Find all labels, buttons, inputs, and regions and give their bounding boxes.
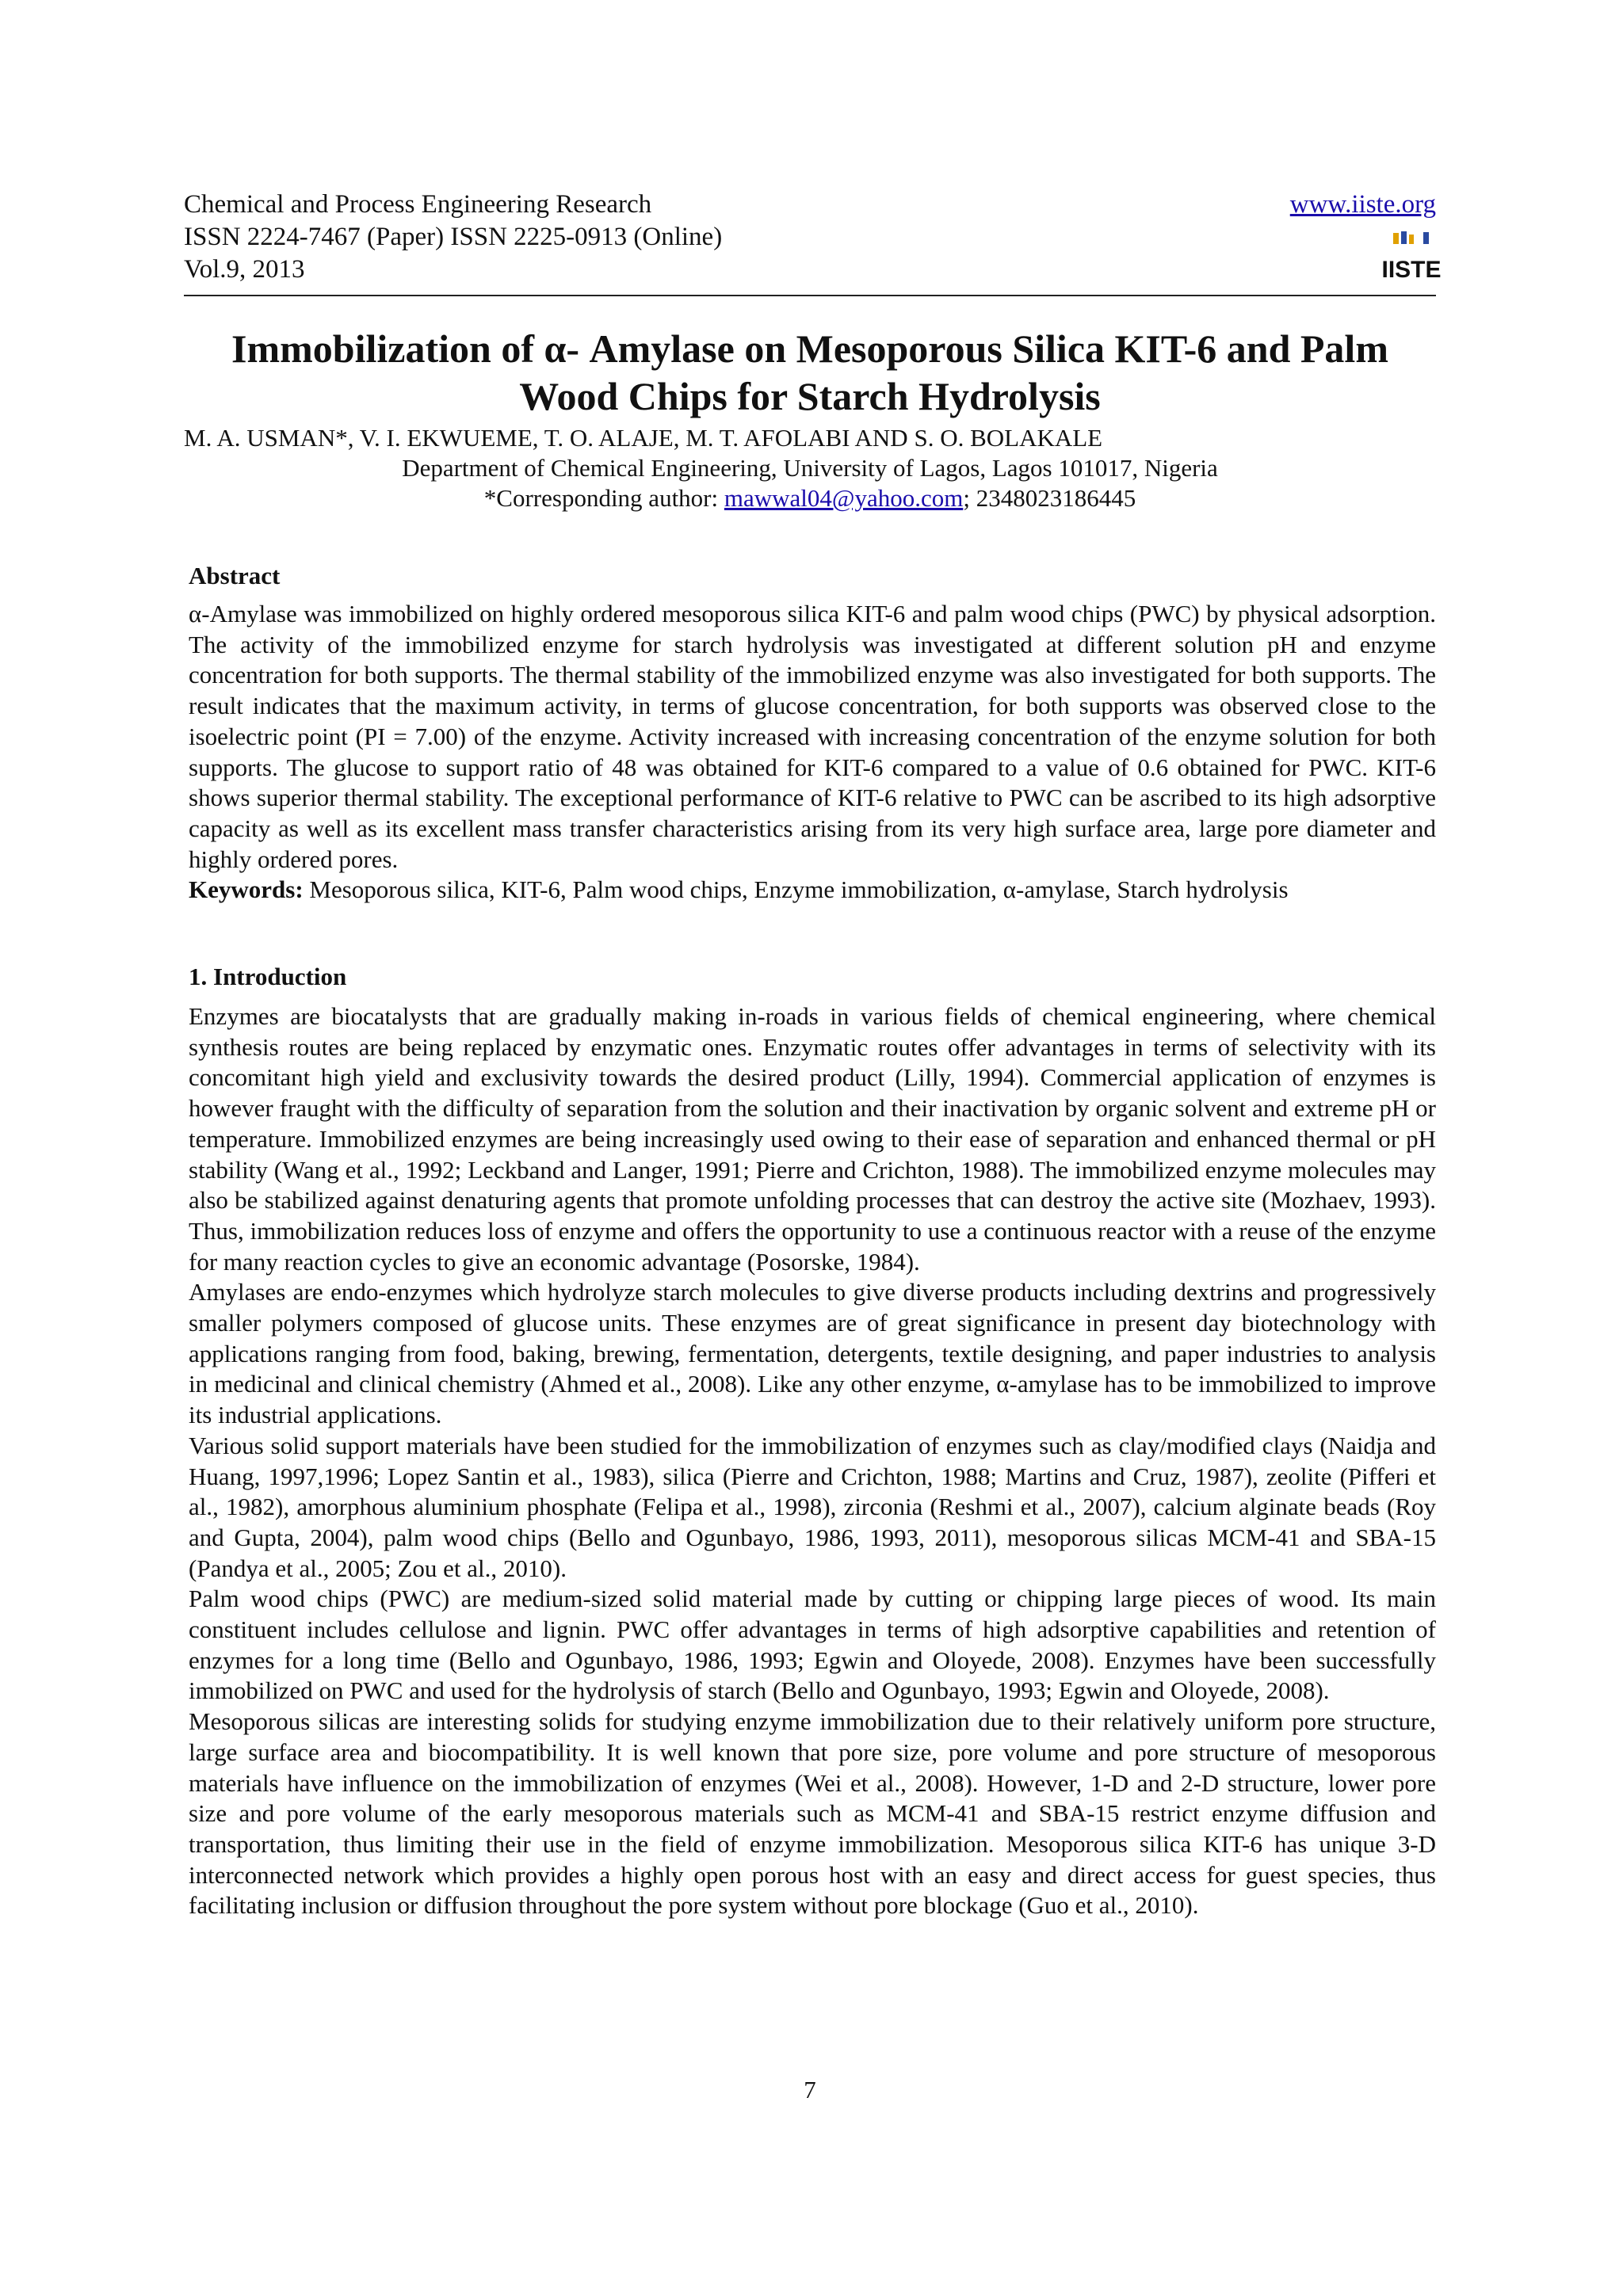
header-rule (184, 295, 1436, 296)
journal-name: Chemical and Process Engineering Research (184, 190, 652, 219)
abstract-text: α-Amylase was immobilized on highly ordered mesoporous silica KIT-6 and palm wood chips (PWC) by physical adsorption. The activity of the immobilized enzyme for starch hydrolysis was investigated at different solution pH and enzyme concentration for both supports. The thermal stability of the immobilized enzyme was also investigated for both supports. The result indicates that the maximum activity, in terms of glucose concentration, for both supports was observed close to the isoelectric point (PI = 7.00) of the enzyme. Activity increased with increasing concentration of the enzyme solution for both supports. The glucose to support ratio of 48 was obtained for KIT-6 compared to a value of 0.6 obtained for PWC. KIT-6 shows superior thermal stability. The exceptional performance of KIT-6 relative to PWC can be ascribed to its high adsorptive capacity as well as its excellent mass transfer characteristics arising from its very high surface area, large pore diameter and highly ordered pores. (189, 600, 1436, 873)
keywords-label: Keywords: (189, 875, 304, 904)
abstract-heading: Abstract (189, 562, 281, 589)
intro-paragraph: Mesoporous silicas are interesting solids for studying enzyme immobilization due to their relatively uniform pore structure, large surface area and biocompatibility. It is well known that pore size, pore volume and pore structure of mesoporous materials have influence on the immobilization of enzymes (Wei et al., 2008). However, 1-D and 2-D structure, lower pore size and pore volume of the early mesoporous materials such as MCM-41 and SBA-15 restrict enzyme diffusion and transportation, thus limiting their use in the field of enzyme immobilization. Mesoporous silica KIT-6 has unique 3-D interconnected network which provides a highly open porous host with an easy and direct access for guest species, thus facilitating inclusion or diffusion throughout the pore system without pore blockage (Guo et al., 2010). (189, 1707, 1436, 1920)
corresponding-author (184, 483, 1436, 513)
logo-wordmark: IISTE (1381, 257, 1442, 283)
keywords-line (189, 875, 1436, 906)
iiste-logo-icon (1381, 230, 1442, 284)
journal-header (184, 189, 1442, 286)
corresponding-prefix: *Corresponding author: (483, 484, 724, 512)
page-number: 7 (804, 2076, 816, 2103)
author-phone: ; 2348023186445 (963, 484, 1136, 512)
paper-title: Immobilization of α- Amylase on Mesoporous Silica KIT-6 and Palm Wood Chips for Starch Hydrolysis (231, 326, 1388, 418)
intro-paragraph: Enzymes are biocatalysts that are gradually making in-roads in various fields of chemical engineering, where chemical synthesis routes are being replaced by enzymatic ones. Enzymatic routes offer advantages in terms of selectivity with its concomitant high yield and exclusivity towards the desired product (Lilly, 1994). Commercial application of enzymes is however fraught with the difficulty of separation from the solution and their inactivation by organic solvent and extreme pH or temperature. Immobilized enzymes are being increasingly used owing to their ease of separation and enhanced thermal or pH stability (Wang et al., 1992; Leckband and Langer, 1991; Pierre and Crichton, 1988). The immobilized enzyme molecules may also be stabilized against denaturing agents that promote unfolding processes that can destroy the active site (Mozhaev, 1993). Thus, immobilization reduces loss of enzyme and offers the opportunity to use a continuous reactor with a reuse of the enzyme for many reaction cycles to give an economic advantage (Posorske, 1984). (189, 1002, 1436, 1276)
journal-url-link[interactable]: www.iiste.org (1289, 190, 1436, 219)
intro-paragraph: Various solid support materials have been studied for the immobilization of enzymes such as clay/modified clays (Naidja and Huang, 1997,1996; Lopez Santin et al., 1983), silica (Pierre and Crichton, 1988; Martins and Cruz, 1987), zeolite (Pifferi et al., 1982), amorphous aluminium phosphate (Felipa et al., 1998), zirconia (Reshmi et al., 2007), calcium alginate beads (Roy and Gupta, 2004), palm wood chips (Bello and Ogunbayo, 1986, 1993, 2011), mesoporous silicas MCM-41 and SBA-15 (Pandya et al., 2005; Zou et al., 2010). (189, 1431, 1436, 1582)
intro-paragraph: Palm wood chips (PWC) are medium-sized solid material made by cutting or chipping large pieces of wood. Its main constituent includes cellulose and lignin. PWC offer advantages in terms of high adsorptive capabilities and retention of enzymes for a long time (Bello and Ogunbayo, 1986, 1993; Egwin and Oloyede, 2008). Enzymes have been successfully immobilized on PWC and used for the hydrolysis of starch (Bello and Ogunbayo, 1993; Egwin and Oloyede, 2008). (189, 1585, 1436, 1705)
author-email-link[interactable]: mawwal04@yahoo.com (724, 484, 964, 512)
keywords-text: Mesoporous silica, KIT-6, Palm wood chips, Enzyme immobilization, α-amylase, Starch hydrolysis (303, 875, 1289, 904)
journal-volume: Vol.9, 2013 (184, 255, 305, 284)
intro-paragraph: Amylases are endo-enzymes which hydrolyze starch molecules to give diverse products including dextrins and progressively smaller polymers composed of glucose units. These enzymes are of great significance in present day biotechnology with applications ranging from food, baking, brewing, fermentation, detergents, textile designing, and paper industries to analysis in medicinal and clinical chemistry (Ahmed et al., 2008). Like any other enzyme, α-amylase has to be immobilized to improve its industrial applications. (189, 1278, 1436, 1429)
author-list: M. A. USMAN*, V. I. EKWUEME, T. O. ALAJE, M. T. AFOLABI AND S. O. BOLAKALE (184, 424, 1103, 452)
abstract-body (189, 599, 1436, 906)
journal-issn: ISSN 2224-7467 (Paper) ISSN 2225-0913 (Online) (184, 223, 723, 251)
introduction-body (189, 1001, 1436, 1921)
introduction-heading: 1. Introduction (189, 963, 347, 990)
affiliation: Department of Chemical Engineering, University of Lagos, Lagos 101017, Nigeria (402, 454, 1218, 482)
